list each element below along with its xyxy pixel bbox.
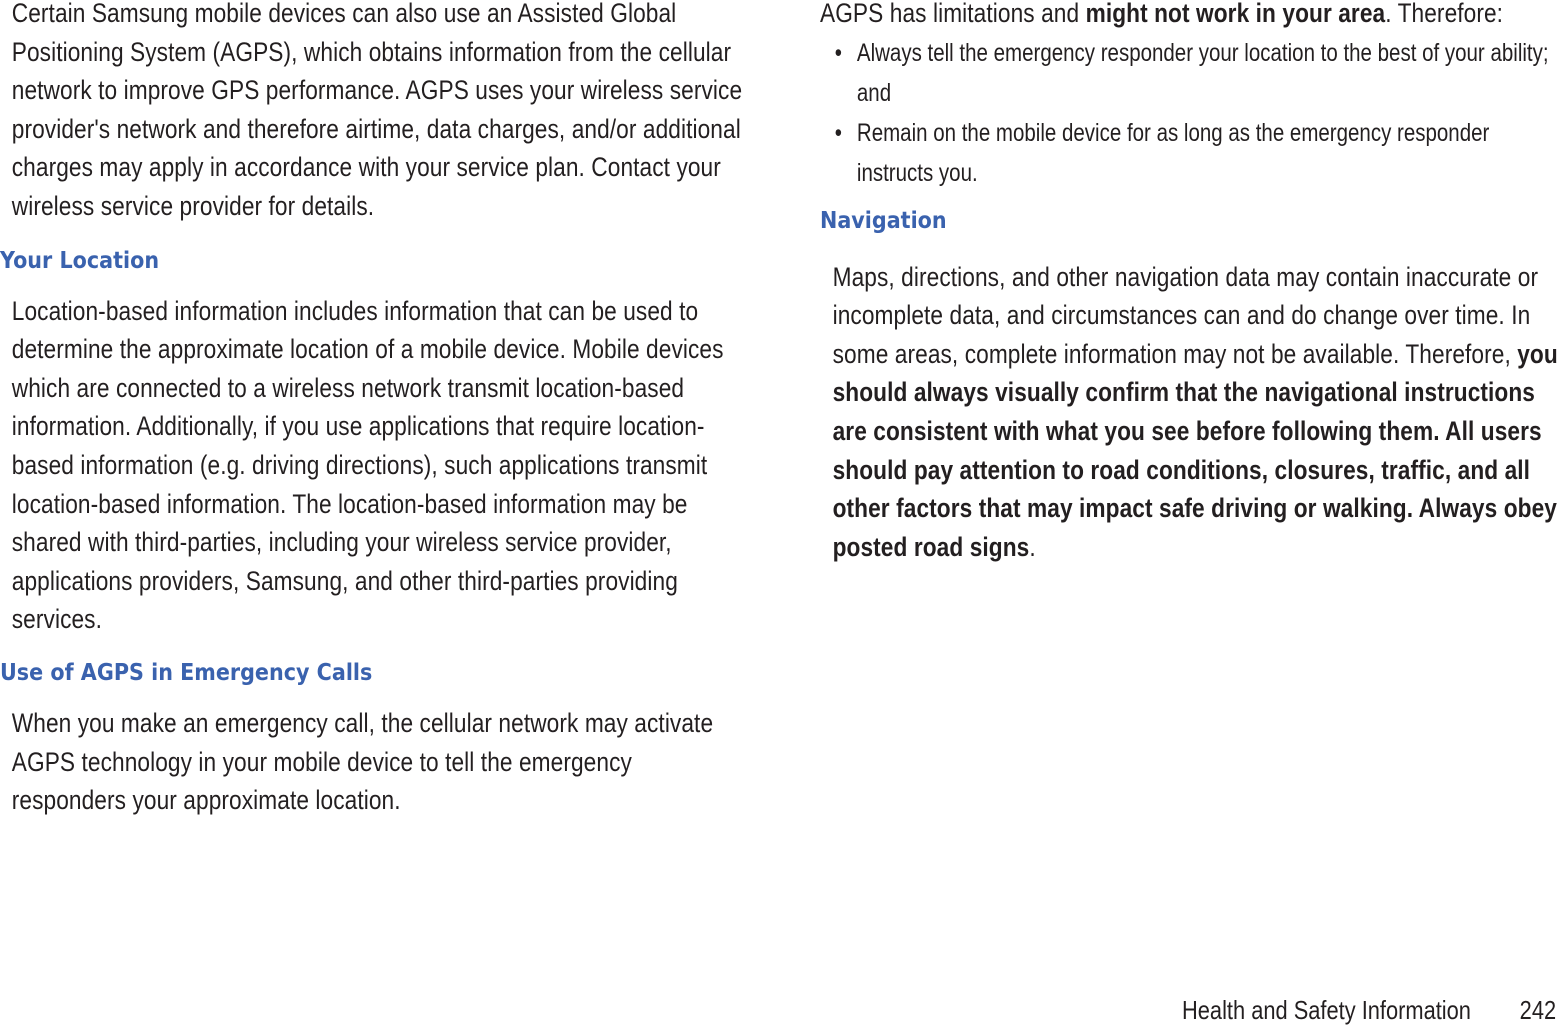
- page-number: 242: [1519, 995, 1557, 1025]
- navigation-bold: you should always visually confirm that the navigational instructions are consistent with what you see before following them. All users should pay attention to road conditions, closures, traffic, and all other factors that may impact safe driving or walking. Always obey posted road signs: [832, 338, 1558, 562]
- bullet-icon: •: [834, 118, 842, 147]
- your-location-heading: Your Location: [0, 247, 160, 274]
- bullet-text: Always tell the emergency responder your location to the best of your ability; and: [856, 38, 1549, 107]
- agps-emergency-heading: Use of AGPS in Emergency Calls: [0, 659, 373, 686]
- agps-emergency-body: When you make an emergency call, the cellular network may activate AGPS technology in your mobile device to tell the emergency responders your approximate location.: [11, 707, 714, 816]
- list-item: [820, 113, 1560, 193]
- navigation-text-before: Maps, directions, and other navigation data may contain inaccurate or incomplete data, and circumstances can and do change over time. In some areas, complete information may not be available. Therefore,: [832, 261, 1539, 369]
- navigation-heading: Navigation: [820, 207, 947, 234]
- left-column: [0, 0, 752, 820]
- right-column: [820, 0, 1560, 566]
- bullet-text: Remain on the mobile device for as long as the emergency responder instructs you.: [856, 118, 1490, 187]
- your-location-body: Location-based information includes information that can be used to determine the approximate location of a mobile device. Mobile devices which are connected to a wireless network transmit location-based information. Additionally, if you use applications that require location-based information (e.g. driving directions), such applications transmit location-based information. The location-based information may be shared with third-parties, including your wireless service provider, applications providers, Samsung, and other third-parties providing services.: [11, 295, 724, 635]
- footer-section-title: Health and Safety Information: [1182, 995, 1471, 1025]
- page-footer: [1182, 993, 1557, 1027]
- navigation-paragraph: [820, 258, 1560, 567]
- list-item: [820, 33, 1560, 113]
- limitations-paragraph: [820, 0, 1560, 33]
- limitations-bullet-list: [820, 33, 1560, 193]
- navigation-text-after: .: [1029, 531, 1036, 562]
- limitations-text-before: AGPS has limitations and: [820, 0, 1086, 28]
- bullet-icon: •: [834, 38, 842, 67]
- limitations-text-after: . Therefore:: [1385, 0, 1504, 28]
- limitations-bold: might not work in your area: [1085, 0, 1386, 28]
- intro-paragraph: Certain Samsung mobile devices can also use an Assisted Global Positioning System (AGPS), which obtains information from the cellular network to improve GPS performance. AGPS uses your wireless service provider's network and therefore airtime, data charges, and/or additional charges may apply in accordance with your service plan. Contact your wireless service provider for details.: [11, 0, 743, 221]
